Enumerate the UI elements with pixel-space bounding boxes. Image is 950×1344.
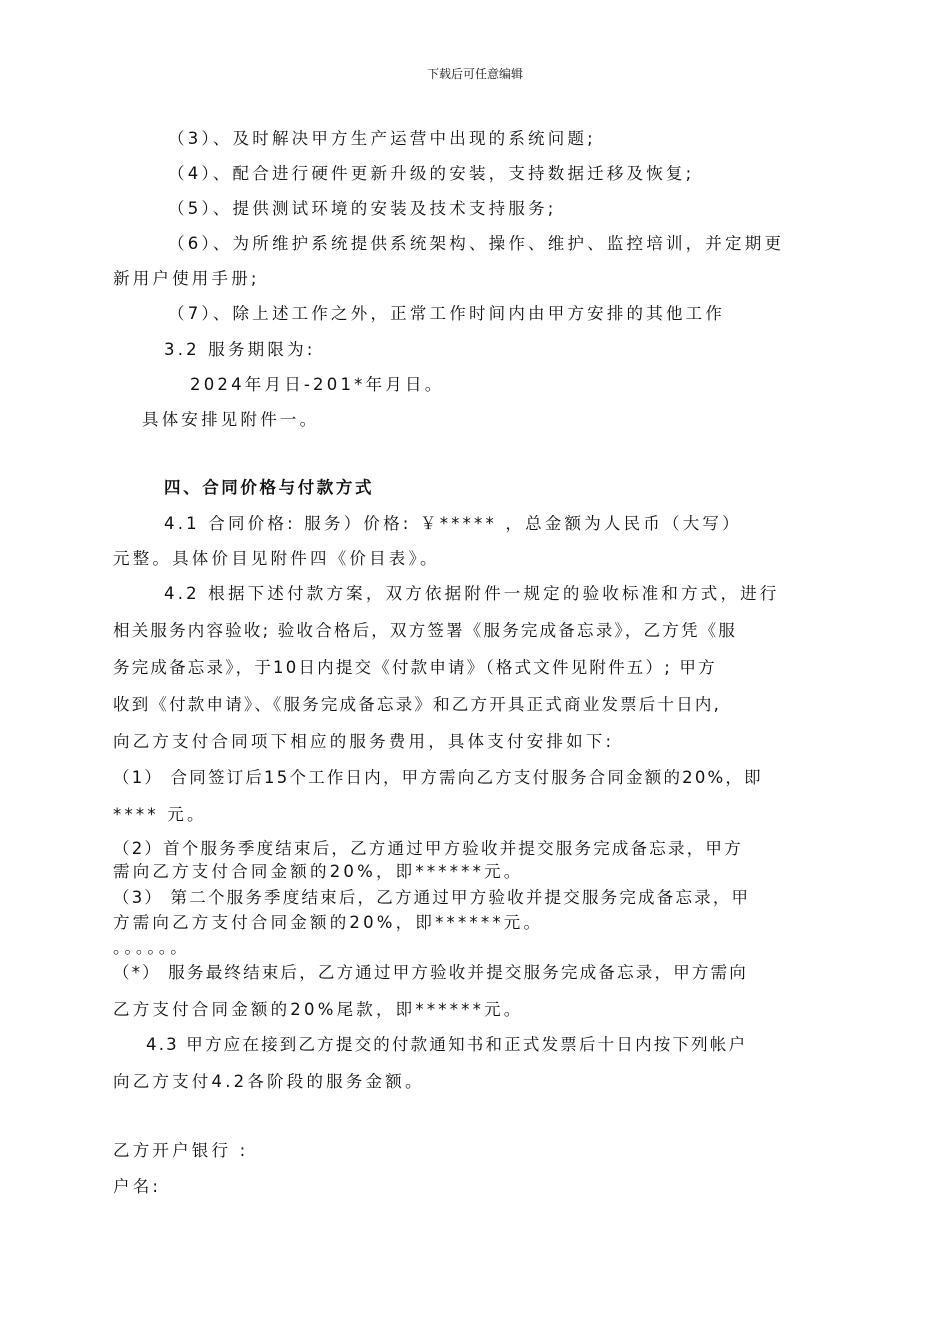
clause-4-2-line1: 4.2 根据下述付款方案，双方依据附件一规定的验收标准和方式，进行 — [164, 584, 780, 603]
clause-4-3-line2: 向乙方支付4.2各阶段的服务金额。 — [113, 1072, 425, 1091]
clause-4-3-line1: 4.3 甲方应在接到乙方提交的付款通知书和正式发票后十日内按下列帐户 — [146, 1035, 748, 1054]
clause-4-2-line5: 向乙方支付合同项下相应的服务费用，具体支付安排如下: — [113, 732, 615, 751]
section-4-heading: 四、合同价格与付款方式 — [164, 478, 375, 497]
payment-2-line1: （2）首个服务季度结束后，乙方通过甲方验收并提交服务完成备忘录，甲方 — [113, 839, 743, 858]
payment-1-line2: **** 元。 — [113, 805, 207, 824]
service-item-6-cont: 新用户使用手册; — [113, 269, 260, 288]
clause-4-1-line1: 4.1 合同价格: 服务）价格: ￥***** ，总金额为人民币（大写） — [164, 514, 742, 533]
payment-2-line2: 需向乙方支付合同金额的20%，即******元。 — [113, 862, 524, 881]
service-item-5: （5）、提供测试环境的安装及技术支持服务; — [168, 199, 557, 218]
service-period: 2024年月日-201*年月日。 — [190, 375, 445, 394]
clause-3-2: 3.2 服务期限为: — [164, 340, 316, 359]
clause-4-2-line3: 务完成备忘录》，于10日内提交《付款申请》（格式文件见附件五）; 甲方 — [113, 658, 717, 677]
clause-4-2-line4: 收到《付款申请》、《服务完成备忘录》和乙方开具正式商业发票后十日内, — [113, 695, 722, 714]
payment-3-line1: （3） 第二个服务季度结束后，乙方通过甲方验收并提交服务完成备忘录，甲 — [113, 888, 751, 907]
account-name-label: 户名: — [113, 1177, 162, 1196]
service-item-7: （7）、除上述工作之外，正常工作时间内由甲方安排的其他工作 — [168, 304, 726, 323]
page-header: 下载后可任意编辑 — [426, 67, 523, 81]
service-item-4: （4）、配合进行硬件更新升级的安装，支持数据迁移及恢复; — [168, 164, 695, 183]
ellipsis-line: 。。。。。。 — [113, 938, 190, 957]
payment-3-line2: 方需向乙方支付合同金额的20%，即******元。 — [113, 913, 544, 932]
arrangement-note: 具体安排见附件一。 — [142, 410, 320, 429]
payment-1-line1: （1） 合同签订后15个工作日内，甲方需向乙方支付服务合同金额的20%，即 — [113, 768, 763, 787]
clause-4-1-line2: 元整。具体价目见附件四《价目表》。 — [113, 549, 440, 568]
clause-4-2-line2: 相关服务内容验收; 验收合格后，双方签署《服务完成备忘录》，乙方凭《服 — [113, 621, 738, 640]
service-item-3: （3）、及时解决甲方生产运营中出现的系统问题; — [168, 129, 596, 148]
payment-final-line2: 乙方支付合同金额的20%尾款，即******元。 — [113, 1000, 524, 1019]
bank-label: 乙方开户银行 : — [113, 1141, 249, 1160]
payment-final-line1: （*） 服务最终结束后，乙方通过甲方验收并提交服务完成备忘录，甲方需向 — [113, 963, 748, 982]
service-item-6: （6）、为所维护系统提供系统架构、操作、维护、监控培训，并定期更 — [168, 234, 785, 253]
